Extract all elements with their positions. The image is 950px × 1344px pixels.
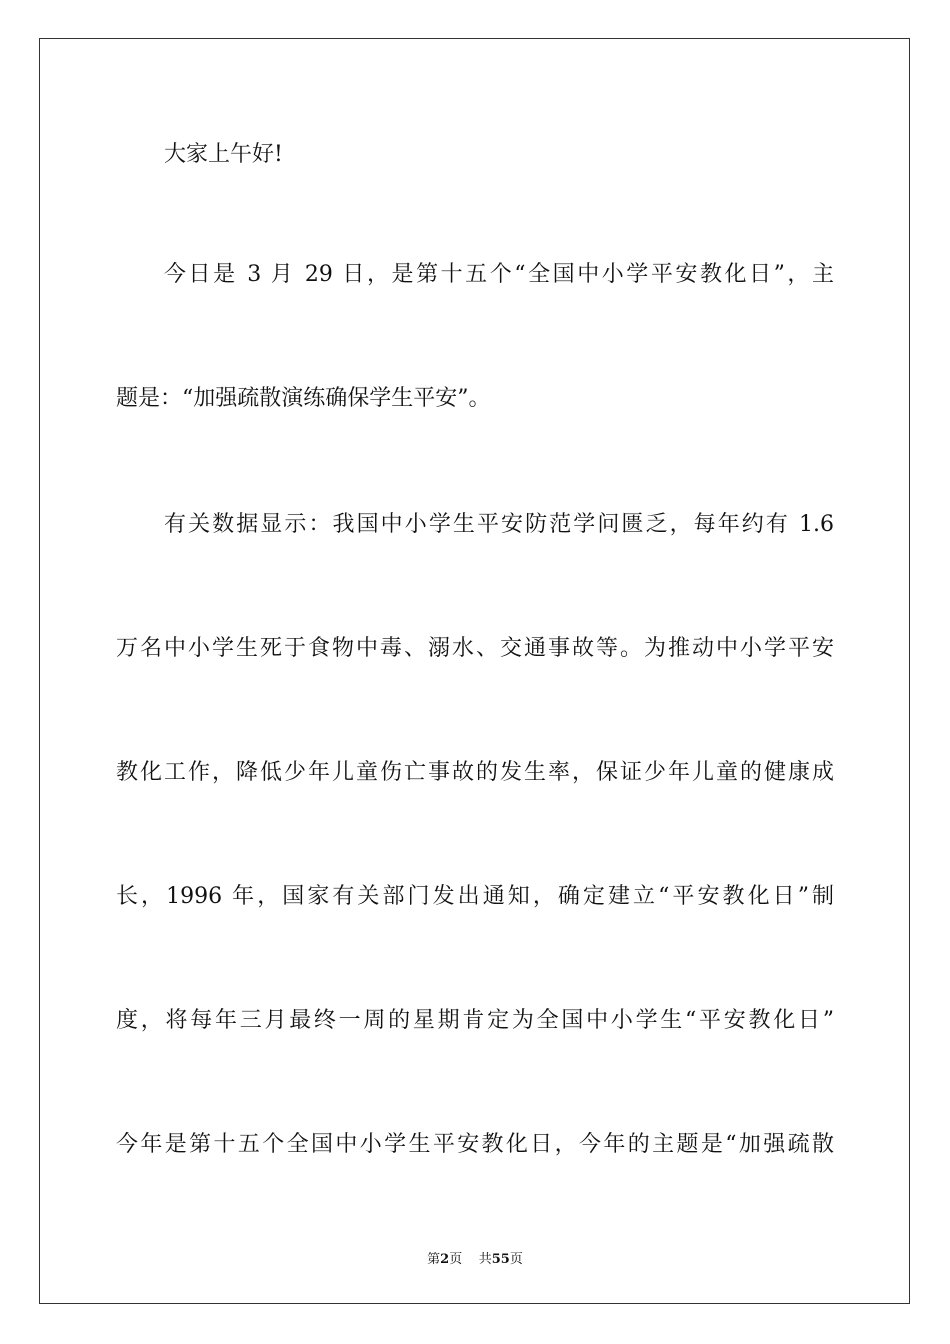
footer-total-unit: 页 <box>509 1252 523 1267</box>
paragraph-line: 题是：“加强疏散演练确保学生平安”。 <box>116 386 491 411</box>
page-border <box>39 38 910 1304</box>
paragraph-line: 有关数据显示：我国中小学生平安防范学问匮乏，每年约有 1.6 <box>164 512 834 537</box>
greeting-line: 大家上午好! <box>164 142 283 167</box>
footer-total-prefix: 共 <box>478 1252 492 1267</box>
paragraph-line: 教化工作，降低少年儿童伤亡事故的发生率，保证少年儿童的健康成 <box>116 760 834 785</box>
paragraph-line: 今日是 3 月 29 日，是第十五个“全国中小学平安教化日”，主 <box>164 262 834 287</box>
paragraph-line: 度，将每年三月最终一周的星期肯定为全国中小学生“平安教化日” <box>116 1008 834 1033</box>
footer-page-prefix: 第 <box>427 1252 441 1267</box>
paragraph-line: 长，1996 年，国家有关部门发出通知，确定建立“平安教化日”制 <box>116 884 834 909</box>
footer-page-number: 2 <box>440 1252 450 1267</box>
paragraph-line: 万名中小学生死于食物中毒、溺水、交通事故等。为推动中小学平安 <box>116 636 834 661</box>
page-footer <box>0 1248 950 1267</box>
footer-page-unit: 页 <box>449 1252 463 1267</box>
footer-total-pages: 55 <box>491 1252 510 1267</box>
paragraph-line: 今年是第十五个全国中小学生平安教化日，今年的主题是“加强疏散 <box>116 1132 834 1157</box>
